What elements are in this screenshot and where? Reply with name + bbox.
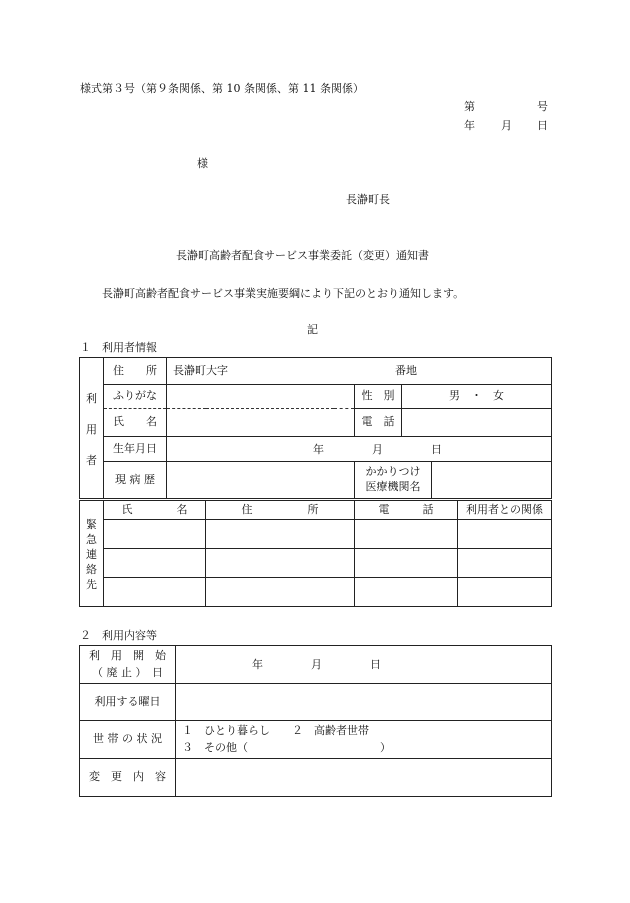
address-suffix: 番地 [395, 364, 417, 377]
gender-male: 男 [449, 389, 461, 403]
col-header-address: 住 所 [206, 501, 355, 520]
user-info-table [79, 357, 552, 499]
weekday-label: 利用する曜日 [80, 684, 176, 721]
table-row [80, 549, 552, 578]
birthdate-field[interactable] [167, 437, 552, 462]
table-row [80, 578, 552, 607]
date-day: 日 [537, 119, 548, 132]
document-title: 長瀞町高齢者配食サービス事業委託（変更）通知書 [176, 249, 429, 262]
change-content-field[interactable] [176, 759, 552, 797]
name-field[interactable] [167, 409, 355, 437]
user-side-label: 利 用 者 [80, 358, 104, 499]
table-row [80, 520, 552, 549]
birth-year: 年 [313, 443, 324, 456]
contact-address-cell[interactable] [206, 578, 355, 607]
section1-heading: １ 利用者情報 [80, 341, 157, 354]
change-content-label: 変 更 内 容 [80, 759, 176, 797]
clinic-label: かかりつけ 医療機関名 [355, 462, 432, 499]
contact-relation-cell[interactable] [458, 578, 552, 607]
addressee-sama: 様 [197, 157, 208, 170]
contact-phone-cell[interactable] [355, 520, 458, 549]
address-label: 住 所 [104, 358, 167, 385]
doc-number-go: 号 [537, 100, 548, 113]
form-number: 様式第３号（第９条関係、第 10 条関係、第 11 条関係） [80, 82, 364, 95]
contact-name-cell[interactable] [104, 549, 206, 578]
gender-label: 性 別 [355, 385, 402, 409]
start-date-label: 利 用 開 始 （ 廃 止 ） 日 [80, 646, 176, 684]
household-label: 世 帯 の 状 況 [80, 721, 176, 759]
medical-history-label: 現 病 歴 [104, 462, 167, 499]
birthdate-label: 生年月日 [104, 437, 167, 462]
contact-address-cell[interactable] [206, 520, 355, 549]
emergency-contact-table [79, 500, 552, 607]
household-option-1: １ ひとり暮らし ２ 高齢者世帯 [182, 723, 369, 737]
start-date-field[interactable] [176, 646, 552, 684]
name-label: 氏 名 [104, 409, 167, 437]
contact-phone-cell[interactable] [355, 549, 458, 578]
col-header-name: 氏 名 [104, 501, 206, 520]
clinic-field[interactable] [432, 462, 552, 499]
medical-history-field[interactable] [167, 462, 355, 499]
section2-heading: ２ 利用内容等 [80, 629, 157, 642]
contact-name-cell[interactable] [104, 578, 206, 607]
start-day: 日 [370, 658, 381, 671]
col-header-relation: 利用者との関係 [458, 501, 552, 520]
weekday-field[interactable] [176, 684, 552, 721]
contact-relation-cell[interactable] [458, 549, 552, 578]
col-header-phone: 電 話 [355, 501, 458, 520]
contact-address-cell[interactable] [206, 549, 355, 578]
gender-dot: ・ [471, 389, 483, 403]
emergency-side-label: 緊 急 連 絡 先 [80, 501, 104, 607]
doc-number-dai: 第 [464, 100, 475, 113]
ki-label: 記 [307, 323, 318, 336]
furigana-field[interactable] [167, 385, 355, 409]
address-field[interactable] [167, 358, 552, 385]
contact-relation-cell[interactable] [458, 520, 552, 549]
gender-field[interactable] [402, 385, 552, 409]
document-body: 長瀞町高齢者配食サービス事業実施要綱により下記のとおり通知します。 [102, 287, 465, 300]
phone-field[interactable] [402, 409, 552, 437]
household-field[interactable] [176, 721, 552, 759]
household-option-2: ３ その他（ ） [182, 740, 391, 754]
date-year: 年 [464, 119, 475, 132]
contact-name-cell[interactable] [104, 520, 206, 549]
contact-phone-cell[interactable] [355, 578, 458, 607]
start-month: 月 [311, 658, 322, 671]
date-month: 月 [501, 119, 512, 132]
address-prefix: 長瀞町大字 [173, 363, 228, 377]
gender-female: 女 [493, 389, 505, 403]
phone-label: 電 話 [355, 409, 402, 437]
birth-month: 月 [372, 443, 383, 456]
issuer-title: 長瀞町長 [346, 193, 390, 206]
usage-details-table [79, 645, 552, 797]
start-year: 年 [252, 658, 263, 671]
furigana-label: ふりがな [104, 385, 167, 409]
birth-day: 日 [431, 443, 442, 456]
